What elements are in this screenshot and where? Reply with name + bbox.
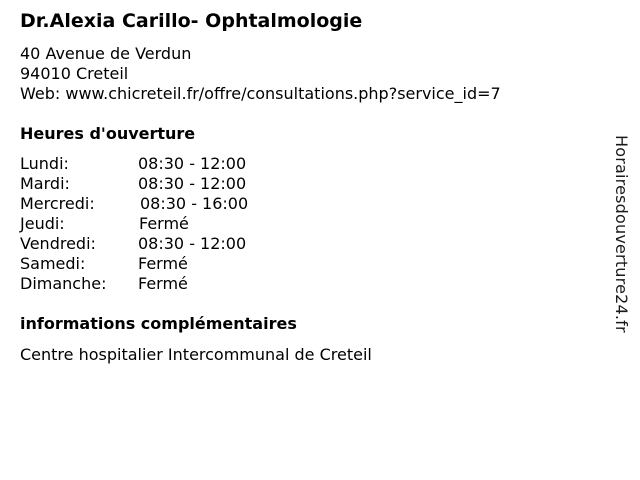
day-label: Lundi: bbox=[20, 154, 69, 173]
hours-value: 08:30 - 12:00 bbox=[138, 234, 247, 253]
opening-hours-heading: Heures d'ouverture bbox=[20, 124, 196, 143]
hours-value: Fermé bbox=[139, 214, 189, 233]
hours-value: 08:30 - 12:00 bbox=[138, 174, 247, 193]
hours-value: Fermé bbox=[138, 274, 188, 293]
day-label: Jeudi: bbox=[20, 214, 65, 233]
hours-value: 08:30 - 12:00 bbox=[138, 154, 247, 173]
day-label: Dimanche: bbox=[20, 274, 107, 293]
additional-info-text: Centre hospitalier Intercommunal de Creteil bbox=[20, 345, 372, 364]
hours-value: Fermé bbox=[138, 254, 188, 273]
address-city: 94010 Creteil bbox=[20, 64, 129, 83]
day-label: Mercredi: bbox=[20, 194, 95, 213]
additional-info-heading: informations complémentaires bbox=[20, 314, 297, 333]
address-web: Web: www.chicreteil.fr/offre/consultations.php?service_id=7 bbox=[20, 84, 501, 103]
hours-value: 08:30 - 16:00 bbox=[140, 194, 249, 213]
site-watermark: Horairesdouverture24.fr bbox=[612, 135, 631, 333]
page-title: Dr.Alexia Carillo- Ophtalmologie bbox=[20, 10, 363, 32]
day-label: Samedi: bbox=[20, 254, 86, 273]
day-label: Vendredi: bbox=[20, 234, 96, 253]
day-label: Mardi: bbox=[20, 174, 70, 193]
address-street: 40 Avenue de Verdun bbox=[20, 44, 192, 63]
address-block bbox=[20, 44, 501, 104]
